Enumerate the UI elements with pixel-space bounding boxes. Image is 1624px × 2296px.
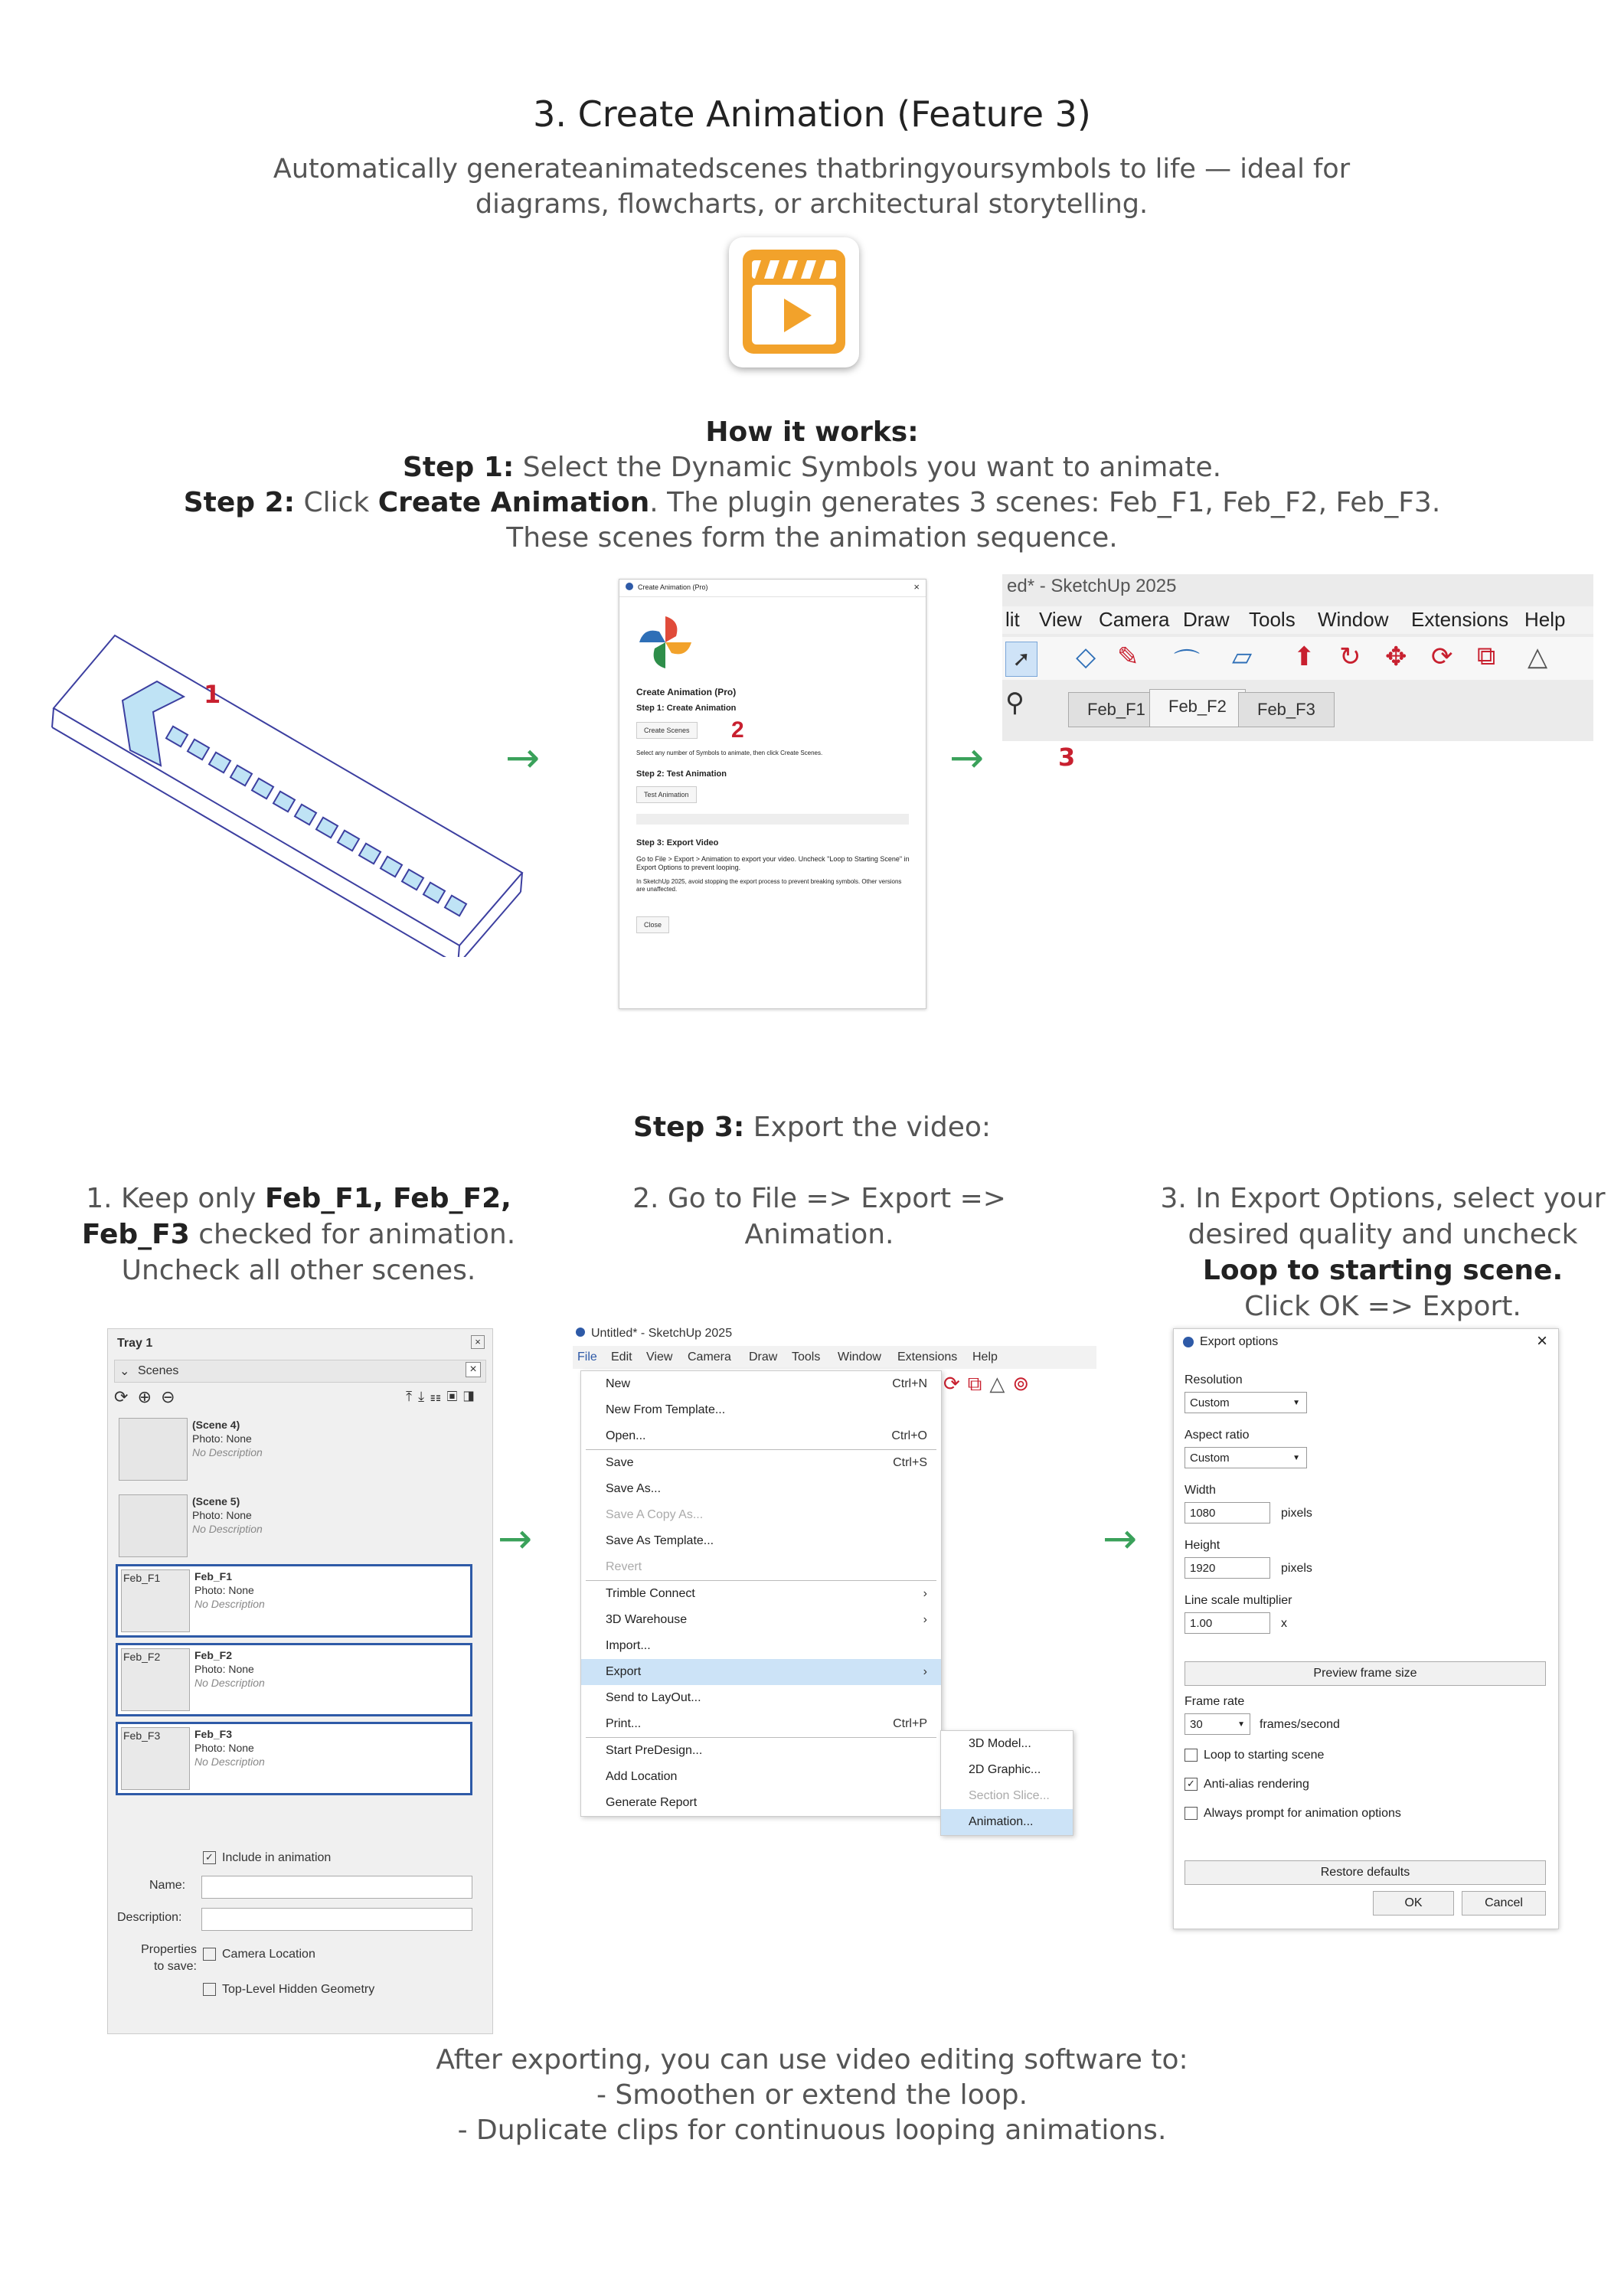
- search-icon[interactable]: ⚲: [1005, 688, 1024, 717]
- frame-rate-label: Frame rate: [1185, 1695, 1245, 1708]
- height-unit: pixels: [1281, 1562, 1312, 1575]
- step1-label: Step 1:: [402, 452, 515, 483]
- rotate-icon[interactable]: ⟳: [943, 1372, 968, 1395]
- tray-title: Tray 1: [117, 1337, 153, 1350]
- dropdown-arrow-icon: ▼: [1292, 1399, 1300, 1407]
- loop-checkbox[interactable]: [1185, 1749, 1198, 1762]
- menu-view[interactable]: View: [1039, 608, 1082, 631]
- ok-button[interactable]: OK: [1373, 1891, 1454, 1916]
- refresh-icon[interactable]: ⟳: [114, 1387, 129, 1406]
- scene-photo: Photo: None: [192, 1509, 252, 1521]
- footer-notes: [0, 2043, 1624, 2148]
- line-scale-field[interactable]: 1.00: [1185, 1612, 1270, 1634]
- menu-item-label: Save A Copy As...: [606, 1508, 704, 1521]
- scene-name: Feb_F1: [194, 1570, 233, 1582]
- resolution-select[interactable]: [1185, 1392, 1307, 1413]
- scene-thumbnail: [119, 1494, 188, 1557]
- view-options-icon[interactable]: ☷: [430, 1389, 447, 1404]
- menu-item-label: Save As Template...: [606, 1534, 714, 1547]
- tray-close-icon[interactable]: ×: [471, 1335, 485, 1349]
- dropdown-arrow-icon: ▼: [1292, 1454, 1300, 1462]
- description-label: Description:: [117, 1911, 182, 1924]
- menu-camera[interactable]: Camera: [1099, 608, 1170, 631]
- resolution-label: Resolution: [1185, 1373, 1243, 1386]
- menu-item-send-to-layout[interactable]: [581, 1685, 941, 1711]
- scene-name: (Scene 5): [192, 1495, 240, 1507]
- dialog-step2-heading: Step 2: Test Animation: [636, 769, 727, 779]
- hidden-geometry-checkbox[interactable]: [203, 1983, 216, 1996]
- scale-icon[interactable]: ⧉: [967, 1372, 990, 1395]
- sketchup-toolbar-crop: [1002, 574, 1593, 741]
- footer-line-1: After exporting, you can use video editing software to:: [436, 2044, 1188, 2076]
- menu-item-label: Export: [606, 1665, 642, 1678]
- progress-bar: [636, 814, 909, 825]
- dialog-close-button[interactable]: Close: [636, 916, 669, 933]
- scene-row-feb-f1[interactable]: [116, 1564, 472, 1638]
- menu-item-shortcut: Ctrl+S: [893, 1456, 927, 1469]
- lead-line-1: Automatically generateanimatedscenes thatbringyoursymbols to life — ideal for: [273, 154, 1351, 185]
- frame-rate-field[interactable]: [1185, 1713, 1250, 1735]
- menu-item-label: Start PreDesign...: [606, 1744, 703, 1757]
- hidden-geometry-label: Top-Level Hidden Geometry: [222, 1983, 375, 1996]
- dialog-step1-heading: Step 1: Create Animation: [636, 704, 737, 713]
- scene-name: Feb_F3: [194, 1728, 233, 1740]
- remove-scene-icon[interactable]: ⊖: [161, 1387, 175, 1406]
- tab-feb-f2[interactable]: Feb_F2: [1149, 689, 1246, 727]
- step1-text: Select the Dynamic Symbols you want to animate.: [514, 452, 1222, 483]
- col3-text-d: Click OK => Export.: [1244, 1291, 1521, 1322]
- col1-text-d: checked for animation.: [189, 1219, 516, 1250]
- menubar-file[interactable]: File: [577, 1350, 597, 1364]
- menu-item-3d-warehouse[interactable]: [581, 1607, 941, 1633]
- menu-extensions[interactable]: Extensions: [1411, 608, 1509, 631]
- instruction-col-1: [46, 1181, 551, 1288]
- height-field[interactable]: 1920: [1185, 1557, 1270, 1579]
- details-icon[interactable]: ◨: [463, 1389, 480, 1404]
- dialog-window-title: Create Animation (Pro): [638, 583, 708, 591]
- lead-line-2: diagrams, flowcharts, or architectural storytelling.: [475, 189, 1149, 220]
- arrow-right-icon: →: [498, 1514, 533, 1563]
- close-icon[interactable]: ×: [913, 581, 920, 593]
- toolbar-icons: [943, 1372, 1037, 1396]
- menu-item-label: Trimble Connect: [606, 1587, 695, 1600]
- col1-bold-c: Feb_F3: [81, 1219, 190, 1250]
- aspect-label: Aspect ratio: [1185, 1429, 1250, 1442]
- col1-text-e: Uncheck all other scenes.: [121, 1255, 476, 1286]
- menu-item-save-as-template[interactable]: [581, 1528, 941, 1554]
- scene-thumb-label: Feb_F3: [123, 1729, 161, 1742]
- menu-item-start-predesign[interactable]: [581, 1738, 941, 1764]
- menu-item-shortcut: Ctrl+O: [891, 1429, 927, 1442]
- menu-item-save-copy-as: [581, 1502, 941, 1528]
- menu-draw[interactable]: Draw: [1183, 608, 1230, 631]
- menu-item-new-from-template[interactable]: [581, 1397, 941, 1423]
- scene-photo: Photo: None: [194, 1663, 254, 1675]
- always-prompt-checkbox[interactable]: [1185, 1807, 1198, 1820]
- arc-tool-icon[interactable]: ⌒: [1174, 648, 1200, 678]
- file-menu-screenshot: [573, 1323, 1096, 1833]
- chevron-right-icon: ›: [923, 1665, 927, 1678]
- dialog-step3-heading: Step 3: Export Video: [636, 838, 719, 848]
- submenu-section-slice: Section Slice...: [969, 1789, 1050, 1802]
- scene-row[interactable]: [116, 1415, 468, 1484]
- scenes-section-title: Scenes: [138, 1364, 179, 1377]
- push-pull-icon[interactable]: ⬆: [1293, 642, 1315, 671]
- scene-name: Feb_F2: [194, 1649, 233, 1661]
- menu-item-add-location[interactable]: [581, 1764, 941, 1790]
- clapperboard-icon: [121, 1648, 190, 1711]
- scene-desc: No Description: [192, 1446, 263, 1458]
- rectangle-tool-icon[interactable]: ▱: [1232, 642, 1253, 671]
- scene-photo: Photo: None: [194, 1742, 254, 1754]
- step2-bold: Create Animation: [377, 487, 650, 518]
- eraser-icon[interactable]: ◇: [1076, 642, 1096, 671]
- offset-icon[interactable]: ↻: [1339, 642, 1361, 671]
- col1-text-a: 1. Keep only: [86, 1183, 265, 1214]
- scene-row[interactable]: [116, 1491, 468, 1560]
- aspect-value: Custom: [1190, 1452, 1230, 1465]
- antialias-checkbox[interactable]: ✓: [1185, 1778, 1198, 1791]
- frame-rate-value: 30: [1190, 1718, 1203, 1731]
- preview-frame-button[interactable]: Preview frame size: [1185, 1661, 1546, 1686]
- app-icon: [626, 583, 633, 590]
- menu-item-label: Print...: [606, 1717, 642, 1730]
- scene-thumbnail: [119, 1418, 188, 1481]
- menu-item-label: Import...: [606, 1639, 651, 1652]
- arrow-right-icon: →: [505, 733, 541, 782]
- name-field[interactable]: [201, 1876, 472, 1899]
- menubar-tools[interactable]: Tools: [792, 1350, 821, 1364]
- submenu-2d-graphic[interactable]: 2D Graphic...: [969, 1763, 1041, 1776]
- scene-photo: Photo: None: [194, 1584, 254, 1596]
- width-field[interactable]: 1080: [1185, 1502, 1270, 1524]
- rotate-icon[interactable]: ⟳: [1431, 642, 1453, 671]
- description-field[interactable]: [201, 1908, 472, 1931]
- clapperboard-icon: [121, 1727, 190, 1790]
- tab-feb-f3[interactable]: Feb_F3: [1238, 692, 1335, 727]
- menu-tools[interactable]: Tools: [1249, 608, 1296, 631]
- col3-bold-c: Loop to starting scene.: [1202, 1255, 1564, 1286]
- menu-edit[interactable]: lit: [1005, 608, 1020, 631]
- page-lead: [237, 152, 1386, 222]
- properties-label-1: Properties: [141, 1943, 197, 1956]
- section-close-icon[interactable]: ×: [466, 1362, 481, 1377]
- menu-item-import[interactable]: [581, 1633, 941, 1659]
- menu-item-generate-report[interactable]: [581, 1790, 941, 1816]
- footer-line-3: - Duplicate clips for continuous looping animations.: [457, 2115, 1167, 2146]
- aspect-select[interactable]: [1185, 1447, 1307, 1468]
- menu-item-label: 3D Warehouse: [606, 1613, 688, 1626]
- callout-2: 2: [731, 717, 744, 743]
- include-checkbox[interactable]: ✓: [203, 1851, 216, 1864]
- menu-item-shortcut: Ctrl+N: [892, 1377, 927, 1390]
- chevron-right-icon: ›: [923, 1587, 927, 1600]
- menu-item-label: Generate Report: [606, 1796, 698, 1809]
- menu-item-label: New: [606, 1377, 631, 1390]
- menubar-extensions[interactable]: Extensions: [897, 1350, 958, 1364]
- menu-item-save-as[interactable]: [581, 1476, 941, 1502]
- chevron-right-icon: ›: [923, 1613, 927, 1626]
- step2-line-2: These scenes form the animation sequence.: [506, 522, 1118, 554]
- dialog-heading: Create Animation (Pro): [636, 687, 737, 697]
- scale-icon[interactable]: ⧉: [1477, 642, 1496, 671]
- instruction-col-2: [567, 1181, 1072, 1253]
- dialog-step1-note: Select any number of Symbols to animate, then click Create Scenes.: [636, 750, 823, 756]
- col1-bold-b: Feb_F1, Feb_F2,: [264, 1183, 511, 1214]
- file-menu: [580, 1370, 942, 1817]
- menu-window[interactable]: Window: [1318, 608, 1389, 631]
- menu-item-label: Add Location: [606, 1770, 678, 1783]
- menubar-window[interactable]: Window: [838, 1350, 881, 1364]
- menu-window-title: Untitled* - SketchUp 2025: [591, 1327, 733, 1340]
- menu-item-label: Save As...: [606, 1482, 662, 1495]
- line-scale-unit: x: [1281, 1617, 1287, 1630]
- step3-label: Step 3:: [632, 1112, 745, 1143]
- move-up-icon[interactable]: ⤒: [406, 1389, 419, 1404]
- arrow-right-icon: →: [949, 733, 985, 782]
- properties-label-2: to save:: [153, 1960, 197, 1973]
- tab-feb-f1[interactable]: Feb_F1: [1068, 692, 1165, 727]
- menu-help[interactable]: Help: [1524, 608, 1566, 631]
- include-label: Include in animation: [222, 1851, 332, 1864]
- export-submenu: [940, 1730, 1073, 1836]
- pencil-icon[interactable]: ✎: [1117, 642, 1139, 671]
- scene-desc: No Description: [194, 1755, 265, 1768]
- page-title: 3. Create Animation (Feature 3): [533, 93, 1091, 135]
- menubar-view[interactable]: View: [646, 1350, 673, 1364]
- scene-photo: Photo: None: [192, 1432, 252, 1445]
- dialog-step3-note: In SketchUp 2025, avoid stopping the export process to prevent breaking symbols. Other versions are unaffected.: [636, 878, 902, 893]
- scene-name: (Scene 4): [192, 1419, 240, 1431]
- clapperboard-icon: [121, 1569, 190, 1632]
- how-it-works: [0, 415, 1624, 556]
- chevron-down-icon[interactable]: ⌄: [119, 1365, 130, 1378]
- menu-item-label: Revert: [606, 1560, 642, 1573]
- scene-desc: No Description: [194, 1598, 265, 1610]
- instruction-col-3: [1130, 1181, 1624, 1324]
- menu-item-print[interactable]: [581, 1711, 941, 1737]
- menubar-camera[interactable]: Camera: [688, 1350, 731, 1364]
- sketchup-logo-icon: [576, 1328, 585, 1337]
- move-down-icon[interactable]: ⤓: [418, 1389, 431, 1404]
- scene-thumb-label: Feb_F2: [123, 1651, 161, 1663]
- resolution-value: Custom: [1190, 1396, 1230, 1409]
- menu-item-label: Save: [606, 1456, 634, 1469]
- scene-row-feb-f2[interactable]: [116, 1643, 472, 1716]
- step3-heading: [0, 1112, 1624, 1143]
- name-label: Name:: [149, 1879, 186, 1892]
- create-animation-icon: [729, 237, 859, 367]
- close-icon[interactable]: ×: [1536, 1331, 1547, 1351]
- width-label: Width: [1185, 1484, 1216, 1497]
- col3-text-a: 3. In Export Options, select your: [1160, 1183, 1606, 1214]
- cancel-button[interactable]: Cancel: [1462, 1891, 1546, 1916]
- always-prompt-label: Always prompt for animation options: [1204, 1807, 1401, 1820]
- scene-desc: No Description: [194, 1677, 265, 1689]
- width-unit: pixels: [1281, 1507, 1312, 1520]
- submenu-animation[interactable]: Animation...: [941, 1809, 1073, 1835]
- dropdown-arrow-icon: ▼: [1237, 1720, 1245, 1729]
- arrow-right-icon: →: [1103, 1514, 1138, 1563]
- loop-label: Loop to starting scene: [1204, 1749, 1325, 1762]
- col2-text: 2. Go to File => Export => Animation.: [632, 1183, 1006, 1250]
- sketchup-window-title: ed* - SketchUp 2025: [1007, 576, 1177, 596]
- thumbnail-icon[interactable]: ▣: [446, 1389, 464, 1404]
- how-heading: How it works:: [705, 416, 919, 448]
- scene-row-feb-f3[interactable]: [116, 1722, 472, 1795]
- sketchup-logo-icon: [1183, 1337, 1194, 1347]
- menu-item-shortcut: Ctrl+P: [893, 1717, 927, 1730]
- menu-item-new[interactable]: [581, 1371, 941, 1397]
- menu-item-revert: [581, 1554, 941, 1580]
- step3-text: Export the video:: [744, 1112, 992, 1143]
- symbol-model-illustration: [46, 620, 536, 957]
- menubar-help[interactable]: Help: [972, 1350, 998, 1364]
- restore-defaults-button[interactable]: Restore defaults: [1185, 1860, 1546, 1885]
- camera-location-label: Camera Location: [222, 1948, 315, 1961]
- line-scale-label: Line scale multiplier: [1185, 1594, 1292, 1607]
- menu-item-open[interactable]: [581, 1423, 941, 1449]
- export-title: Export options: [1200, 1335, 1279, 1348]
- fps-unit: frames/second: [1260, 1718, 1340, 1731]
- step2-label: Step 2:: [183, 487, 296, 518]
- move-icon[interactable]: ✥: [1385, 642, 1407, 671]
- pinwheel-logo: [636, 613, 694, 675]
- camera-location-checkbox[interactable]: [203, 1948, 216, 1961]
- menubar-edit[interactable]: Edit: [611, 1350, 632, 1364]
- callout-3: 3: [1058, 743, 1076, 772]
- paint-icon[interactable]: ⊚: [1012, 1372, 1037, 1395]
- footer-line-2: - Smoothen or extend the loop.: [596, 2079, 1028, 2111]
- export-options-dialog: [1173, 1328, 1559, 1929]
- select-tool-icon[interactable]: ➚: [1005, 642, 1037, 677]
- antialias-label: Anti-alias rendering: [1204, 1778, 1309, 1791]
- menu-item-label: Open...: [606, 1429, 646, 1442]
- height-label: Height: [1185, 1539, 1220, 1552]
- tape-measure-icon[interactable]: △: [989, 1372, 1013, 1395]
- tape-measure-icon[interactable]: △: [1528, 642, 1548, 671]
- menu-item-trimble-connect[interactable]: [581, 1581, 941, 1607]
- test-animation-button[interactable]: Test Animation: [636, 786, 697, 803]
- create-scenes-button[interactable]: Create Scenes: [636, 722, 698, 739]
- submenu-3d-model[interactable]: 3D Model...: [969, 1737, 1031, 1750]
- create-animation-dialog: [619, 579, 926, 1009]
- scenes-tray: [107, 1328, 493, 2034]
- add-scene-icon[interactable]: ⊕: [137, 1387, 152, 1406]
- step2-text-b: . The plugin generates 3 scenes: Feb_F1, Feb_F2, Feb_F3.: [649, 487, 1441, 518]
- dialog-step3-text: Go to File > Export > Animation to export your video. Uncheck "Loop to Starting Scene" in Export Options to prevent looping.: [636, 855, 910, 871]
- menu-item-label: Send to LayOut...: [606, 1691, 701, 1704]
- col3-text-b: desired quality and uncheck: [1188, 1219, 1578, 1250]
- menu-item-export[interactable]: [581, 1659, 941, 1685]
- step2-text-a: Click: [295, 487, 378, 518]
- menu-item-save[interactable]: [581, 1450, 941, 1476]
- menubar-draw[interactable]: Draw: [749, 1350, 778, 1364]
- scene-desc: No Description: [192, 1523, 263, 1535]
- scene-thumb-label: Feb_F1: [123, 1572, 161, 1584]
- callout-1: 1: [204, 680, 221, 709]
- menu-item-label: New From Template...: [606, 1403, 726, 1416]
